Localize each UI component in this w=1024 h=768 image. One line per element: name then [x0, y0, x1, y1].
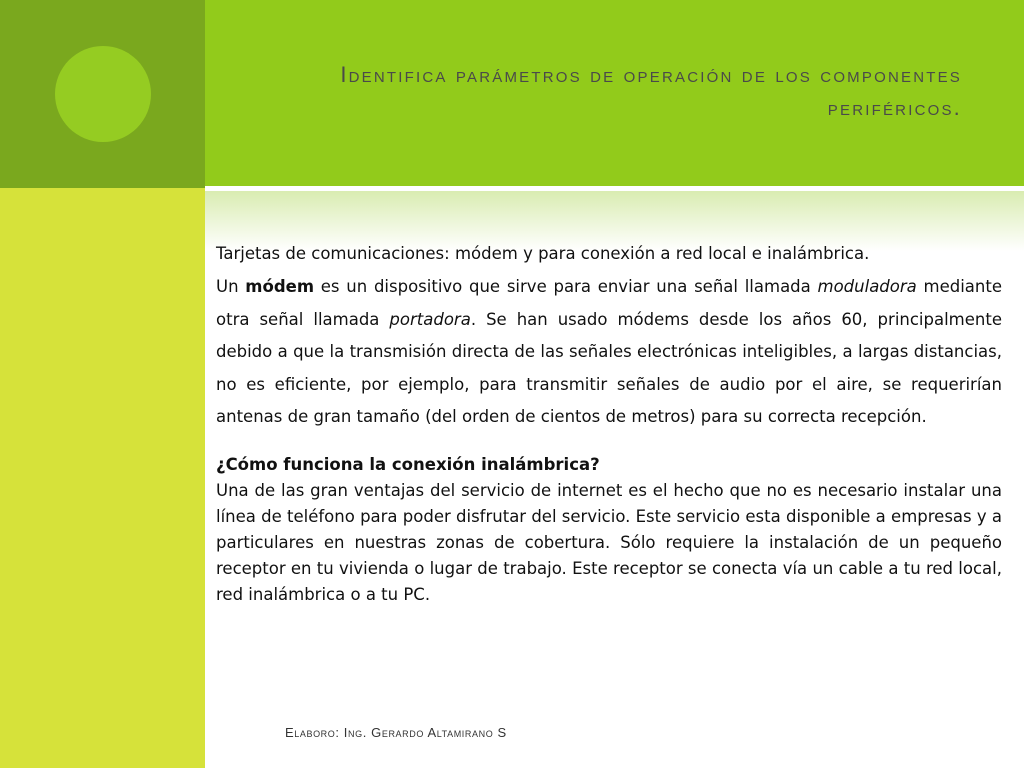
- modem-paragraph: [216, 271, 1002, 434]
- footer-credit: Elaboro: Ing. Gerardo Altamirano S: [285, 725, 507, 740]
- modem-text-2: es un dispositivo que sirve para enviar una señal llamada: [314, 277, 818, 296]
- wireless-question: ¿Cómo funciona la conexión inalámbrica?: [216, 454, 600, 474]
- wireless-paragraph: Una de las gran ventajas del servicio de internet es el hecho que no es necesario instalar una línea de teléfono para poder disfrutar del servicio. Este servicio esta disponible a empresas y a particulares en nuestras zonas de cobertura. Sólo requiere la instalación de un pequeño receptor en tu vivienda o lugar de trabajo. Este receptor se conecta vía un cable a tu red local, red inalámbrica o a tu PC.: [216, 480, 1002, 604]
- portadora-term: portadora: [389, 309, 471, 329]
- sidebar-bottom-block: [0, 188, 205, 768]
- modem-text-3: mediante otra señal llamada: [216, 277, 1003, 329]
- intro-line: Tarjetas de comunicaciones: módem y para conexión a red local e inalámbrica.: [216, 244, 870, 263]
- decorative-circle: [55, 46, 151, 142]
- modem-term: módem: [245, 277, 315, 296]
- slide-title: Identifica parámetros de operación de los componentes periféricos.: [340, 62, 962, 120]
- slide-body: [216, 238, 1002, 608]
- modem-text-1: Un: [216, 277, 246, 296]
- moduladora-term: moduladora: [817, 277, 917, 296]
- modem-text-4: . Se han usado módems desde los años 60, principalmente debido a que la transmisión directa de las señales electrónicas inteligibles, a largas distancias, no es eficiente, por ejemplo, para transmitir señales de audio por el aire, se requerirían antenas de gran tamaño (del orden de cientos de metros) para su correcta recepción.: [216, 309, 1002, 426]
